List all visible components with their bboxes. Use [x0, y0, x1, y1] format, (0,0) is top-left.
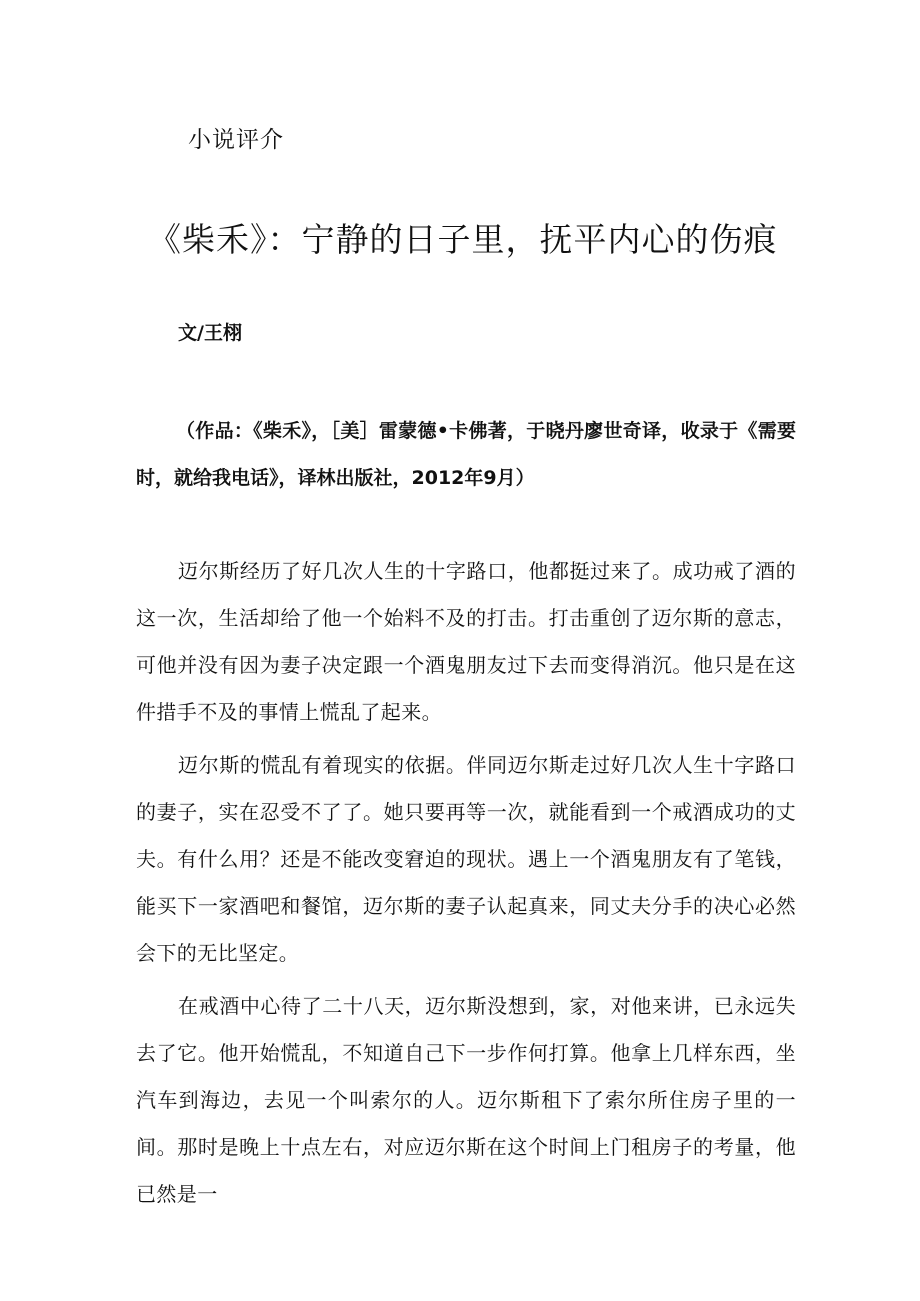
article-body — [136, 548, 796, 1224]
article-title: 《柴禾》：宁静的日子里，抚平内心的伤痕 — [148, 220, 778, 259]
body-paragraph: 迈尔斯的慌乱有着现实的依据。伴同迈尔斯走过好几次人生十字路口的妻子，实在忍受不了了。她只要再等一次，就能看到一个戒酒成功的丈夫。有什么用？还是不能改变窘迫的现状。遇上一个酒鬼朋友有了笔钱，能买下一家酒吧和餐馆，迈尔斯的妻子认起真来，同丈夫分手的决心必然会下的无比坚定。 — [136, 753, 796, 965]
author-byline: 文/王栩 — [178, 322, 242, 344]
source-note: （作品：《柴禾》，［美］雷蒙德•卡佛著，于晓丹廖世奇译，收录于《需要时，就给我电话》，译林出版社，2012年9月） — [136, 420, 796, 489]
body-paragraph: 在戒酒中心待了二十八天，迈尔斯没想到，家，对他来讲，已永远失去了它。他开始慌乱，不知道自己下一步作何打算。他拿上几样东西，坐汽车到海边，去见一个叫索尔的人。迈尔斯租下了索尔所住房子里的一间。那时是晚上十点左右，对应迈尔斯在这个时间上门租房子的考量，他已然是一 — [136, 994, 796, 1206]
body-paragraph: 迈尔斯经历了好几次人生的十字路口，他都挺过来了。成功戒了酒的这一次，生活却给了他一个始料不及的打击。打击重创了迈尔斯的意志，可他并没有因为妻子决定跟一个酒鬼朋友过下去而变得消沉。他只是在这件措手不及的事情上慌乱了起来。 — [136, 559, 796, 724]
category-label: 小说评介 — [188, 127, 284, 153]
